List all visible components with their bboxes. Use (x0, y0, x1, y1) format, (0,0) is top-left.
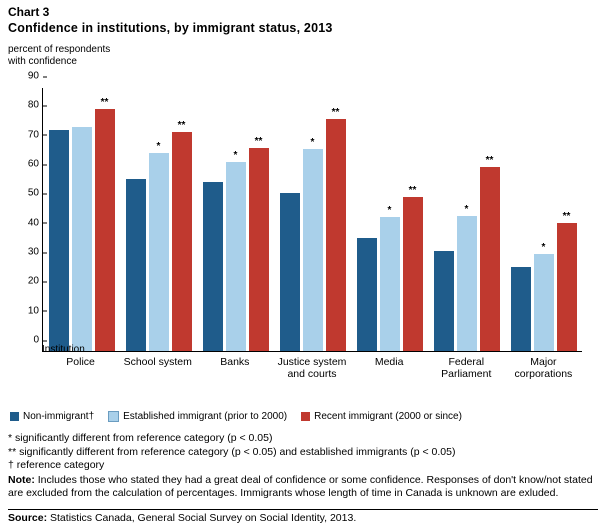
legend-item (108, 411, 287, 422)
plot-canvas (27, 70, 582, 352)
x-axis-tick-label: Major corporations (514, 356, 573, 380)
significance-marker: * (310, 137, 315, 149)
chart-header (8, 5, 598, 36)
y-axis-tick: 80 (28, 100, 43, 111)
bar-slot (126, 88, 146, 351)
legend-item (301, 411, 462, 422)
bar (557, 210, 577, 351)
source-text: Statistics Canada, General Social Survey on Social Identity, 2013. (47, 512, 357, 524)
y-axis-unit-label: percent of respondents with confidence (8, 44, 111, 67)
bar (403, 185, 423, 351)
source-label: Source: (8, 512, 48, 524)
bar (149, 140, 169, 351)
bar (534, 242, 554, 351)
significance-marker: * (156, 140, 161, 152)
bar-slot (280, 88, 300, 351)
bar (480, 155, 500, 351)
bar-group (120, 88, 197, 351)
significance-marker: ** (562, 210, 571, 222)
bar-group (351, 88, 428, 351)
bar-group (197, 88, 274, 351)
y-axis-tick: 70 (28, 129, 43, 140)
bar-slot (49, 88, 69, 351)
source-divider (8, 509, 598, 510)
source-block (8, 512, 598, 525)
footnote-2: ** significantly different from reference category (p < 0.05) and established immigrants (p < 0.05) (8, 445, 456, 458)
footnote-1: * significantly different from reference category (p < 0.05) (8, 432, 273, 444)
legend-label: Non-immigrant† (23, 411, 95, 422)
chart-title: Confidence in institutions, by immigrant status, 2013 (8, 21, 333, 35)
bar-slot (172, 88, 192, 351)
x-axis-tick-label: Federal Parliament (441, 356, 492, 380)
legend-swatch (10, 412, 19, 421)
bar (203, 182, 223, 351)
significance-marker: * (464, 204, 469, 216)
bar-slot (434, 88, 454, 351)
significance-marker: ** (331, 107, 340, 119)
bar-slot (380, 88, 400, 351)
x-axis-title: Institution (42, 344, 85, 355)
bar-slot (203, 88, 223, 351)
bar-slot (149, 88, 169, 351)
bar (511, 267, 531, 351)
note-text: Includes those who stated they had a great deal of confidence or some confidence. Responses of don't know/not stated are excluded from the calculation of percentages. Immigrants whose length of time in Canada is unknown are exluded. (8, 473, 593, 499)
bar-group (274, 88, 351, 351)
bar (49, 130, 69, 351)
significance-marker: * (541, 242, 546, 254)
bar (95, 96, 115, 351)
bar-slot (357, 88, 377, 351)
x-axis-tick-label: Police (66, 356, 95, 368)
legend-swatch (301, 412, 310, 421)
legend-label: Established immigrant (prior to 2000) (123, 411, 288, 422)
y-axis-tick: 50 (28, 188, 43, 199)
bar-group (505, 88, 582, 351)
bar (357, 238, 377, 351)
legend-item (10, 411, 94, 422)
bar-slot (72, 88, 92, 351)
significance-marker: * (233, 149, 238, 161)
significance-marker: ** (485, 155, 494, 167)
bar-slot (249, 88, 269, 351)
x-axis-tick-label: Media (374, 356, 404, 368)
bar-groups (43, 88, 582, 351)
y-axis-tick: 0 (33, 335, 43, 346)
x-axis-tick-labels (42, 352, 582, 380)
y-axis-tick: 20 (28, 276, 43, 287)
significance-marker: ** (100, 96, 109, 108)
bar-slot (457, 88, 477, 351)
bar-slot (534, 88, 554, 351)
y-axis-tick: 40 (28, 217, 43, 228)
bar (303, 137, 323, 351)
y-axis-tick: 30 (28, 247, 43, 258)
bar (280, 193, 300, 351)
x-axis-tick-label: Banks (220, 356, 250, 368)
bar (326, 107, 346, 351)
bar (434, 251, 454, 351)
bar-slot (403, 88, 423, 351)
note-block (8, 474, 598, 501)
chart-footnotes (8, 432, 598, 501)
bar (249, 136, 269, 351)
bar-group (428, 88, 505, 351)
chart-number: Chart 3 (8, 5, 50, 19)
significance-marker: ** (408, 185, 417, 196)
bar (380, 204, 400, 351)
bar-slot (303, 88, 323, 351)
note-label: Note: (8, 473, 35, 486)
plot-area (0, 70, 605, 380)
significance-marker: * (387, 204, 392, 216)
legend-label: Recent immigrant (2000 or since) (314, 411, 462, 422)
bar (457, 204, 477, 351)
bar-group (43, 88, 120, 351)
y-axis-tick: 10 (28, 305, 43, 316)
bar (126, 179, 146, 351)
legend-swatch (108, 411, 119, 422)
bar-slot (511, 88, 531, 351)
significance-marker: ** (254, 136, 263, 148)
bar (172, 119, 192, 351)
bar-slot (557, 88, 577, 351)
bar-slot (326, 88, 346, 351)
y-axis-tick: 60 (28, 159, 43, 170)
x-axis-tick-label: Justice system and courts (277, 356, 347, 380)
bar-slot (95, 88, 115, 351)
bar (72, 127, 92, 351)
footnote-3: † reference category (8, 459, 105, 471)
bar (226, 149, 246, 351)
y-axis-tick: 90 (28, 71, 43, 82)
chart-legend (10, 411, 600, 422)
significance-marker: ** (177, 119, 186, 131)
bar-slot (480, 88, 500, 351)
x-axis-tick-label: School system (123, 356, 192, 368)
bar-slot (226, 88, 246, 351)
